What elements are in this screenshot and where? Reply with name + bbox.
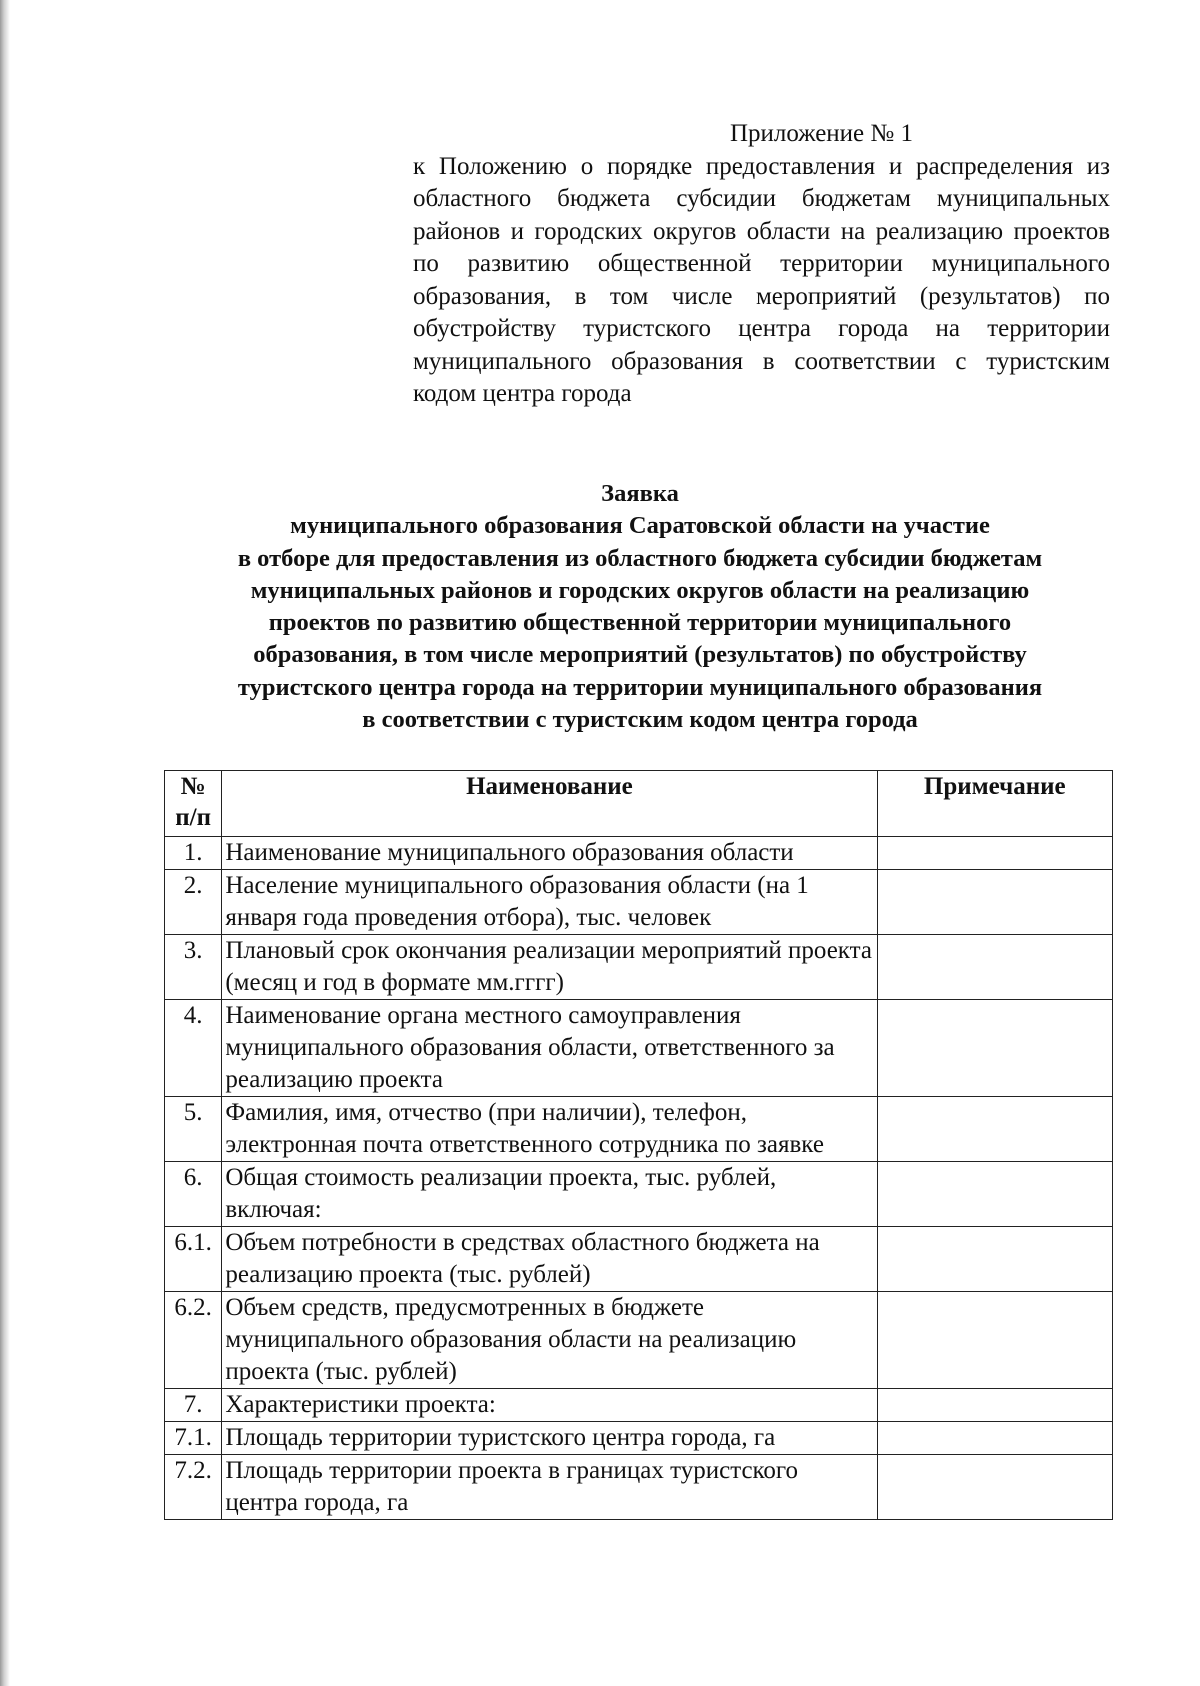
- row-number: 2.: [165, 870, 222, 935]
- row-note: [877, 1389, 1112, 1422]
- row-number: 7.1.: [165, 1422, 222, 1455]
- row-number: 6.1.: [165, 1227, 222, 1292]
- row-number: 3.: [165, 935, 222, 1000]
- row-note: [877, 837, 1112, 870]
- appendix-block: [413, 118, 1110, 411]
- row-name: Площадь территории туристского центра города, га: [222, 1422, 877, 1455]
- table-row: [165, 1455, 1113, 1520]
- row-number: 7.2.: [165, 1455, 222, 1520]
- scan-edge: [0, 0, 10, 1686]
- row-name: Фамилия, имя, отчество (при наличии), телефон, электронная почта ответственного сотрудника по заявке: [222, 1097, 877, 1162]
- row-note: [877, 1162, 1112, 1227]
- table-row: [165, 870, 1113, 935]
- table-row: [165, 1227, 1113, 1292]
- row-note: [877, 1292, 1112, 1389]
- appendix-title: Приложение № 1: [729, 120, 914, 147]
- row-name: Общая стоимость реализации проекта, тыс. рублей, включая:: [222, 1162, 877, 1227]
- row-name: Население муниципального образования области (на 1 января года проведения отбора), тыс. человек: [222, 870, 877, 935]
- table-row: [165, 1000, 1113, 1097]
- table-row: [165, 1097, 1113, 1162]
- row-number: 6.2.: [165, 1292, 222, 1389]
- row-number: 4.: [165, 1000, 222, 1097]
- table-row: [165, 1422, 1113, 1455]
- table-body: [165, 837, 1113, 1520]
- row-name: Наименование муниципального образования области: [222, 837, 877, 870]
- row-number: 5.: [165, 1097, 222, 1162]
- row-note: [877, 1227, 1112, 1292]
- table-row: [165, 1162, 1113, 1227]
- row-name: Характеристики проекта:: [222, 1389, 877, 1422]
- table-header-row: [165, 771, 1113, 837]
- row-note: [877, 1422, 1112, 1455]
- row-name: Площадь территории проекта в границах туристского центра города, га: [222, 1455, 877, 1520]
- table-row: [165, 935, 1113, 1000]
- table-row: [165, 1389, 1113, 1422]
- row-note: [877, 1455, 1112, 1520]
- row-name: Объем потребности в средствах областного бюджета на реализацию проекта (тыс. рублей): [222, 1227, 877, 1292]
- application-table: [164, 770, 1113, 1520]
- header-num: № п/п: [165, 771, 222, 837]
- row-note: [877, 870, 1112, 935]
- table-row: [165, 1292, 1113, 1389]
- application-title: Заявка: [601, 480, 679, 507]
- header-note: Примечание: [877, 771, 1112, 837]
- row-name: Объем средств, предусмотренных в бюджете муниципального образования области на реализацию проекта (тыс. рублей): [222, 1292, 877, 1389]
- appendix-text: к Положению о порядке предоставления и распределения из областного бюджета субсидии бюджетам муниципальных районов и городских округов области на реализацию проектов по развитию общественной территории муниципального образования, в том числе мероприятий (результатов) по обустройству туристского центра города на территории муниципального образования в соответствии с туристским кодом центра города: [413, 152, 1110, 407]
- row-number: 1.: [165, 837, 222, 870]
- table-row: [165, 837, 1113, 870]
- row-name: Плановый срок окончания реализации мероприятий проекта (месяц и год в формате мм.гггг): [222, 935, 877, 1000]
- row-note: [877, 1097, 1112, 1162]
- header-name: Наименование: [222, 771, 877, 837]
- row-note: [877, 1000, 1112, 1097]
- application-subtitle: муниципального образования Саратовской области на участие в отборе для предоставления из областного бюджета субсидии бюджетам муниципальных районов и городских округов области на реализацию проектов по развитию общественной территории муниципального образования, в том числе мероприятий (результатов) по обустройству туристского центра города на территории муниципального образования в соответствии с туристским кодом центра города: [237, 512, 1043, 734]
- row-number: 7.: [165, 1389, 222, 1422]
- application-heading: [130, 478, 1150, 736]
- row-note: [877, 935, 1112, 1000]
- row-number: 6.: [165, 1162, 222, 1227]
- row-name: Наименование органа местного самоуправления муниципального образования области, ответственного за реализацию проекта: [222, 1000, 877, 1097]
